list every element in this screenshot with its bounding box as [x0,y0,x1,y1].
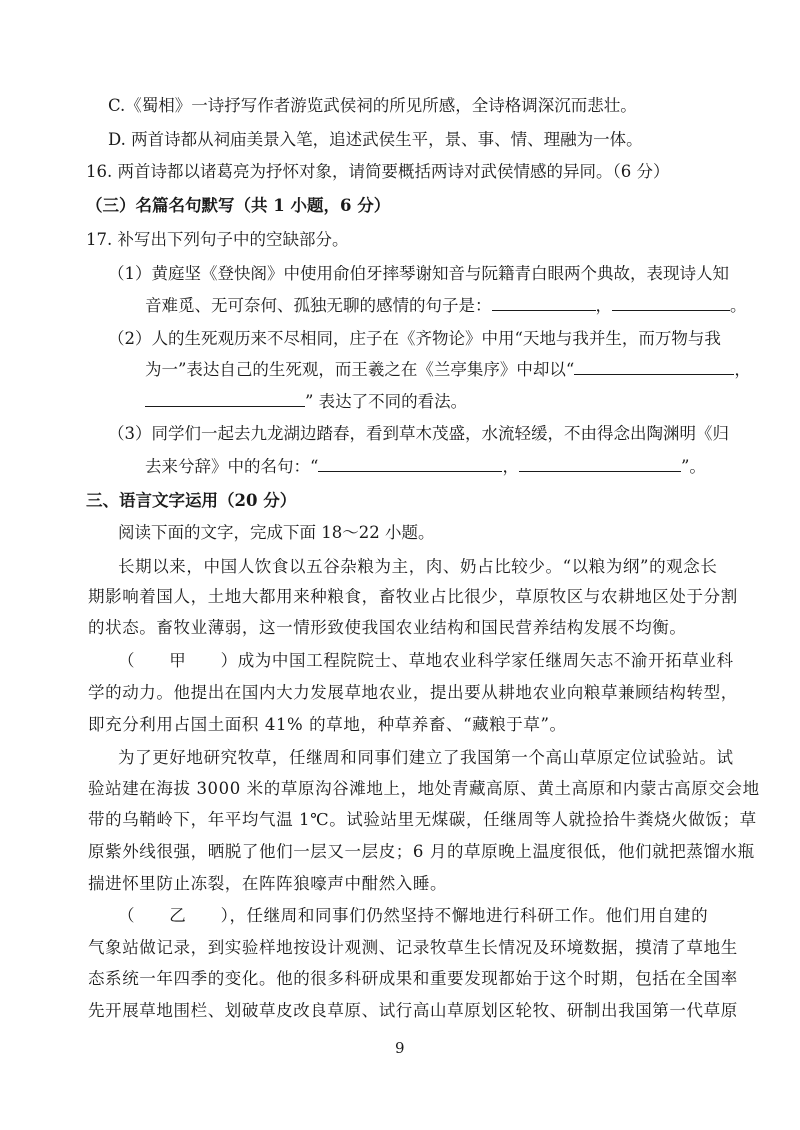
q17-sub1-line1: （1）黄庭坚《登快阁》中使用俞伯牙摔琴谢知音与阮籍青白眼两个典故，表现诗人知 [108,264,729,283]
option-c: C.《蜀相》一诗抒写作者游览武侯祠的所见所感，全诗格调深沉而悲壮。 [108,96,637,115]
passage-p4-line3: 态系统一年四季的变化。他的很多科研成果和重要发现都始于这个时期，包括在全国率 [88,969,738,988]
q17-sub2-line1: （2）人的生死观历来不尽相同，庄子在《齐物论》中用“天地与我并生，而万物与我 [108,329,721,348]
page-number: 9 [395,1039,405,1057]
q17-sub2-tail: ” 表达了不同的看法。 [305,392,468,411]
passage-p3-line2: 验站建在海拔 3000 米的草原沟谷滩地上，地处青藏高原、黄土高原和内蒙古高原交会地 [88,779,760,798]
passage-p1-line2: 期影响着国人，土地大都用来种粮食，畜牧业占比很少，草原牧区与农耕地区处于分割 [88,587,738,606]
passage-p3-line4: 原紫外线很强，晒脱了他们一层又一层皮；6 月的草原晚上温度很低，他们就把蒸馏水瓶 [88,842,755,861]
section-3-heading: （三）名篇名句默写（共 1 小题，6 分） [86,196,391,215]
passage-p1-line3: 的状态。畜牧业薄弱，这一情形致使我国农业结构和国民营养结构发展不均衡。 [88,618,687,637]
passage-p4-line4: 先开展草地围栏、划破草皮改良草原、试行高山草原划区轮牧、研制出我国第一代草原 [88,1001,738,1020]
part-3-heading: 三、语言文字运用（20 分） [86,491,297,510]
q17-sub3-line1: （3）同学们一起去九龙湖边踏春，看到草木茂盛，水流轻缓，不由得念出陶渊明《归 [108,424,729,443]
passage-p3-line3: 带的乌鞘岭下，年平均气温 1℃。试验站里无煤碳，任继周等人就捡拾牛粪烧火做饭；草 [88,810,757,829]
reading-instruction: 阅读下面的文字，完成下面 18～22 小题。 [118,523,435,542]
passage-p4-line1: （ 乙 ），任继周和同事们仍然坚持不懈地进行科研工作。他们用自建的 [118,906,709,925]
comma: ， [734,360,751,379]
answer-blank-3[interactable] [574,358,734,375]
passage-p2-line1: （ 甲 ）成为中国工程院院士、草地农业科学家任继周矢志不渝开拓草业科 [118,651,734,670]
answer-blank-1[interactable] [492,294,596,311]
answer-blank-6[interactable] [519,455,681,472]
passage-p1-line1: 长期以来，中国人饮食以五谷杂粮为主，肉、奶占比较少。“以粮为纲”的观念长 [118,557,718,576]
q17-sub1-line2 [145,294,747,318]
answer-blank-4[interactable] [145,390,305,407]
q17-sub3-prompt: 去来兮辞》中的名句：“ [145,457,319,476]
passage-p4-line2: 气象站做记录，到实验样地按设计观测、记录牧草生长情况及环境数据，摸清了草地生 [88,938,738,957]
option-d: D. 两首诗都从祠庙美景入笔，追述武侯生平，景、事、情、理融为一体。 [108,130,643,149]
answer-blank-5[interactable] [318,455,502,472]
comma: ， [502,457,519,476]
question-16: 16. 两首诗都以诸葛亮为抒怀对象，请简要概括两诗对武侯情感的异同。（6 分） [86,162,670,181]
passage-p2-line3: 即充分利用占国土面积 41% 的草地，种草养畜、“藏粮于草”。 [88,715,567,734]
q17-sub2-line3 [145,390,467,414]
comma: ， [595,296,612,315]
passage-p3-line5: 揣进怀里防止冻裂，在阵阵狼嚎声中酣然入睡。 [88,874,448,893]
q17-sub2-prompt: 为一”表达自己的生死观，而王羲之在《兰亭集序》中却以“ [145,360,575,379]
period: 。 [730,296,747,315]
answer-blank-2[interactable] [612,294,730,311]
close-quote: ”。 [680,457,706,476]
passage-p2-line2: 学的动力。他提出在国内大力发展草地农业，提出要从耕地农业向粮草兼顾结构转型， [88,683,738,702]
q17-sub3-line2 [145,455,706,479]
q17-sub2-line2 [145,358,751,382]
q17-sub1-prompt: 音难觅、无可奈何、孤独无聊的感情的句子是： [145,296,492,315]
passage-p3-line1: 为了更好地研究牧草，任继周和同事们建立了我国第一个高山草原定位试验站。试 [118,748,734,767]
question-17-title: 17. 补写出下列句子中的空缺部分。 [86,230,349,249]
